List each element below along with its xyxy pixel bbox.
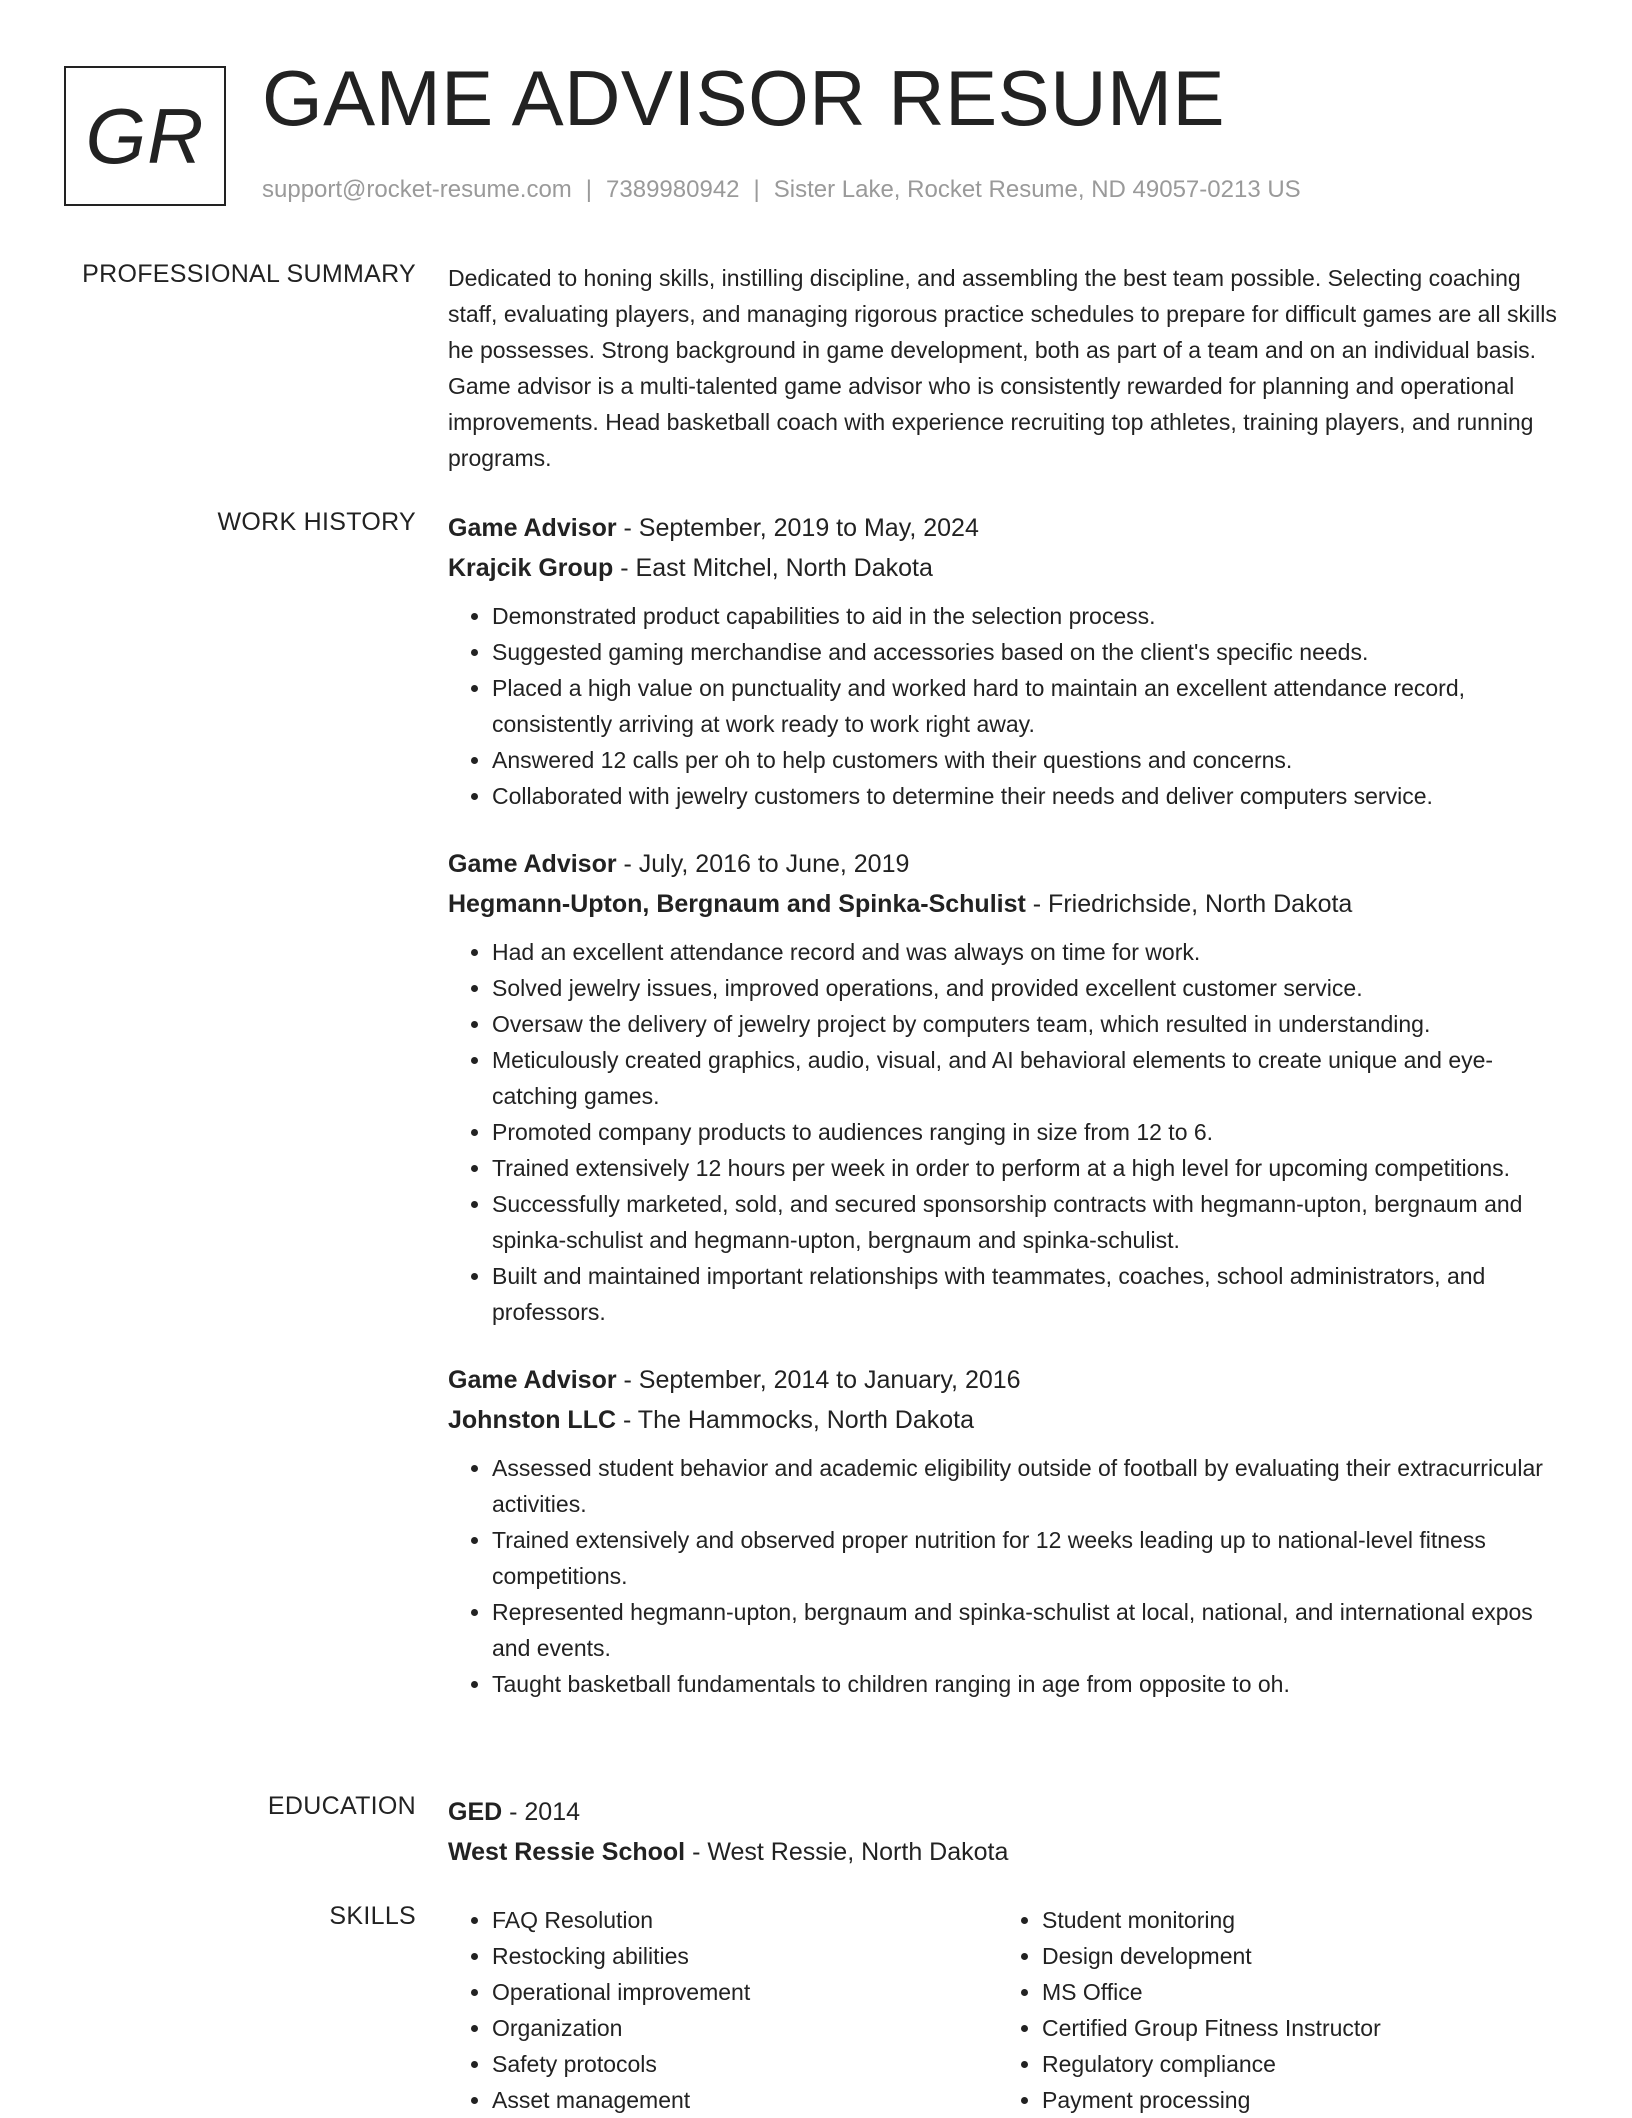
job-company: Hegmann-Upton, Bergnaum and Spinka-Schulist: [448, 890, 1026, 918]
skills-list-right: [998, 1902, 1548, 2118]
skills-list-left: [448, 1902, 998, 2118]
job-location: - Friedrichside, North Dakota: [1025, 890, 1353, 918]
job-location: - East Mitchel, North Dakota: [613, 554, 933, 582]
job-bullet: • Assessed student behavior and academic eligibility outside of football by evaluating their extracurricular activities.: [492, 1450, 1568, 1522]
job-company: Johnston LLC: [448, 1406, 617, 1434]
job-bullet: • Promoted company products to audiences ranging in size from 12 to 6.: [492, 1114, 1568, 1150]
education-school: West Ressie School: [448, 1838, 686, 1866]
monogram-logo: GR: [64, 66, 226, 206]
contact-separator: |: [585, 176, 593, 203]
job-dates: - July, 2016 to June, 2019: [616, 850, 910, 878]
job-title-line: [448, 508, 1568, 548]
job-title: Game Advisor: [448, 514, 617, 542]
job-entry: [448, 844, 1568, 1330]
job-location: - The Hammocks, North Dakota: [616, 1406, 975, 1434]
skill-item: • Organization: [492, 2010, 998, 2046]
job-bullet: • Demonstrated product capabilities to aid in the selection process.: [492, 598, 1568, 634]
job-company: Krajcik Group: [448, 554, 614, 582]
contact-line: [262, 176, 1301, 204]
resume-title: GAME ADVISOR RESUME: [262, 54, 1226, 142]
contact-separator: |: [753, 176, 760, 203]
skill-item: • Student monitoring: [1042, 1902, 1548, 1938]
job-bullet: • Represented hegmann-upton, bergnaum and spinka-schulist at local, national, and international expos and events.: [492, 1594, 1568, 1666]
education-school-line: [448, 1832, 1568, 1872]
skill-item: • Payment processing: [1042, 2082, 1548, 2118]
skill-item: • Regulatory compliance: [1042, 2046, 1548, 2082]
education-year: - 2014: [502, 1798, 581, 1826]
job-bullet: • Built and maintained important relationships with teammates, coaches, school administrators, and professors.: [492, 1258, 1568, 1330]
summary-text: Dedicated to honing skills, instilling discipline, and assembling the best team possible. Selecting coaching staff, evaluating players, and managing rigorous practice schedules to prepare for difficult games are all skills he possesses. Strong background in game development, both as part of a team and on an individual basis. Game advisor is a multi-talented game advisor who is consistently rewarded for planning and operational improvements. Head basketball coach with experience recruiting top athletes, training players, and running programs.: [448, 265, 1557, 471]
job-company-line: [448, 884, 1568, 924]
job-bullet: • Suggested gaming merchandise and accessories based on the client's specific needs.: [492, 634, 1568, 670]
skill-item: • Certified Group Fitness Instructor: [1042, 2010, 1548, 2046]
contact-address: Sister Lake, Rocket Resume, ND 49057-0213 US: [773, 176, 1301, 203]
job-entry: [448, 1360, 1568, 1702]
skill-item: • Asset management: [492, 2082, 998, 2118]
job-company-line: [448, 548, 1568, 588]
contact-email[interactable]: support@rocket-resume.com: [262, 176, 572, 203]
job-bullet: • Solved jewelry issues, improved operations, and provided excellent customer service.: [492, 970, 1568, 1006]
job-dates: - September, 2019 to May, 2024: [616, 514, 979, 542]
job-bullets: [448, 1450, 1568, 1702]
education-degree: GED: [448, 1798, 503, 1826]
job-company-line: [448, 1400, 1568, 1440]
job-dates: - September, 2014 to January, 2016: [616, 1366, 1021, 1394]
skill-item: • Safety protocols: [492, 2046, 998, 2082]
job-entry: [448, 508, 1568, 814]
section-label-work-history: WORK HISTORY: [217, 508, 416, 536]
job-bullet: • Oversaw the delivery of jewelry project by computers team, which resulted in understanding.: [492, 1006, 1568, 1042]
job-bullet: • Had an excellent attendance record and was always on time for work.: [492, 934, 1568, 970]
job-bullets: [448, 934, 1568, 1330]
skill-item: • MS Office: [1042, 1974, 1548, 2010]
education-degree-line: [448, 1792, 1568, 1832]
section-label-education: EDUCATION: [267, 1792, 416, 1820]
job-bullet: • Successfully marketed, sold, and secured sponsorship contracts with hegmann-upton, bergnaum and spinka-schulist and hegmann-upton, bergnaum and spinka-schulist.: [492, 1186, 1568, 1258]
skill-item: • Restocking abilities: [492, 1938, 998, 1974]
skill-item: • Operational improvement: [492, 1974, 998, 2010]
section-label-summary: PROFESSIONAL SUMMARY: [82, 260, 416, 288]
job-bullet: • Meticulously created graphics, audio, visual, and AI behavioral elements to create unique and eye-catching games.: [492, 1042, 1568, 1114]
job-bullet: • Placed a high value on punctuality and worked hard to maintain an excellent attendance record, consistently arriving at work ready to work right away.: [492, 670, 1568, 742]
education-location: - West Ressie, North Dakota: [685, 1838, 1009, 1866]
job-title: Game Advisor: [448, 1366, 617, 1394]
job-title: Game Advisor: [448, 850, 617, 878]
job-bullet: • Trained extensively 12 hours per week in order to perform at a high level for upcoming competitions.: [492, 1150, 1568, 1186]
job-bullet: • Answered 12 calls per oh to help customers with their questions and concerns.: [492, 742, 1568, 778]
skill-item: • FAQ Resolution: [492, 1902, 998, 1938]
job-bullet: • Collaborated with jewelry customers to determine their needs and deliver computers service.: [492, 778, 1568, 814]
job-title-line: [448, 844, 1568, 884]
job-title-line: [448, 1360, 1568, 1400]
job-bullet: • Taught basketball fundamentals to children ranging in age from opposite to oh.: [492, 1666, 1568, 1702]
skill-item: • Design development: [1042, 1938, 1548, 1974]
job-bullets: [448, 598, 1568, 814]
job-bullet: • Trained extensively and observed proper nutrition for 12 weeks leading up to national-level fitness competitions.: [492, 1522, 1568, 1594]
skills-columns: [448, 1902, 1568, 2118]
section-label-skills: SKILLS: [329, 1902, 416, 1930]
contact-phone: 7389980942: [606, 176, 740, 203]
